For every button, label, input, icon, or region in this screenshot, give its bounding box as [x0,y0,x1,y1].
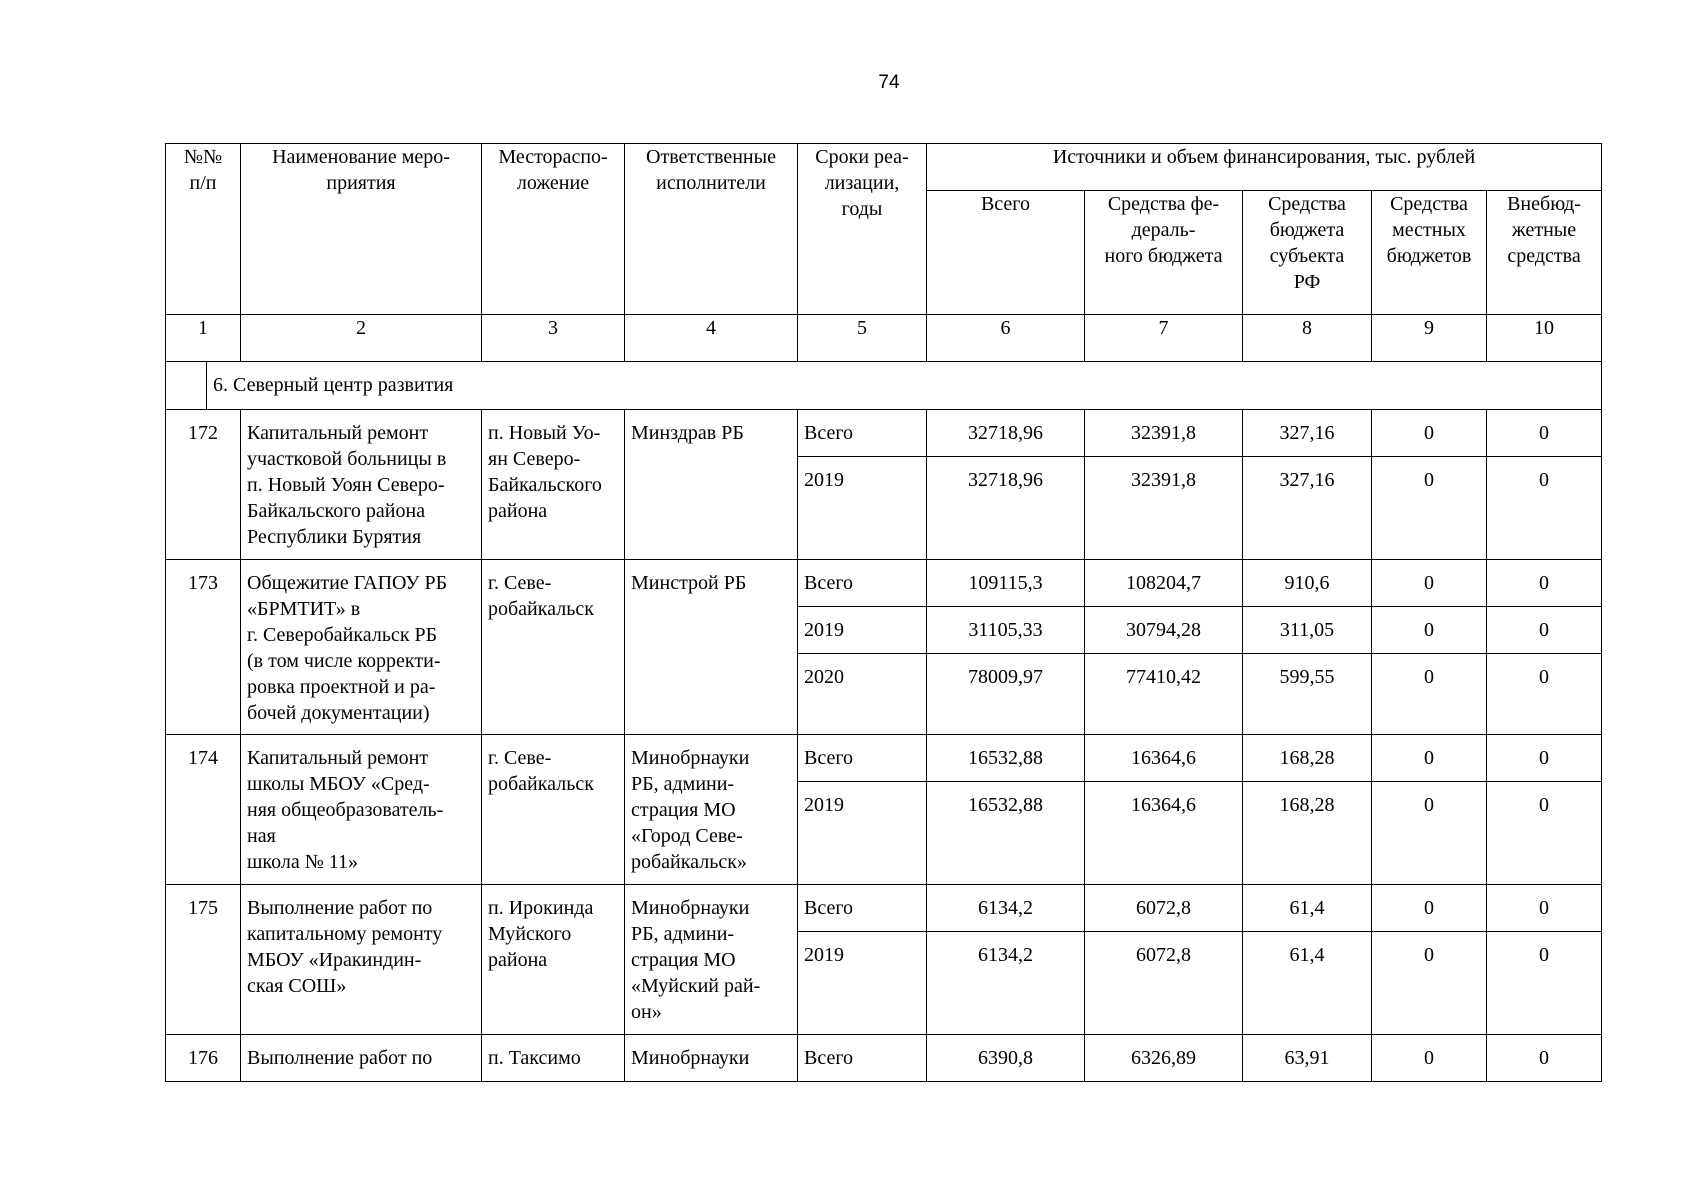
cell-line: Капитальный ремонт [247,422,429,444]
header-extra [1487,191,1602,315]
extra-cell: 0 [1487,932,1602,1035]
column-number: 2 [241,315,482,362]
subject-cell: 327,16 [1243,410,1372,457]
page-number: 74 [878,72,900,93]
extra-cell: 0 [1487,735,1602,782]
header-responsible [625,144,798,315]
subject-cell: 599,55 [1243,654,1372,735]
cell-line: Выполнение работ по [247,1047,433,1069]
cell-line: Минобрнауки [631,1047,750,1069]
row-number: 173 [166,560,241,735]
section-title: 6. Северный центр развития [213,374,454,396]
local-cell: 0 [1372,885,1487,932]
extra-cell: 0 [1487,885,1602,932]
cell-line: школы МБОУ «Сред- [247,773,430,795]
cell-line: школа № 11» [247,851,359,873]
cell-line: участковой больницы в [247,448,447,470]
cell-line: РБ, админи- [631,923,735,945]
header-name [241,144,482,315]
cell-line: РБ, админи- [631,773,735,795]
cell-line: Байкальского [488,474,602,496]
local-cell: 0 [1372,782,1487,885]
total-cell: 32718,96 [927,410,1085,457]
year-cell: Всего [798,1035,927,1082]
extra-cell: 0 [1487,560,1602,607]
cell-line: ян Северо- [488,448,581,470]
local-cell: 0 [1372,457,1487,560]
activity-name [241,1035,482,1082]
total-cell: 6134,2 [927,885,1085,932]
total-cell: 32718,96 [927,457,1085,560]
cell-line: бюджета [1269,219,1345,241]
cell-line: он» [631,1001,662,1023]
cell-line: приятия [326,172,396,194]
local-cell: 0 [1372,654,1487,735]
extra-cell: 0 [1487,782,1602,885]
local-cell: 0 [1372,560,1487,607]
activity-name [241,735,482,885]
cell-line: Минздрав РБ [631,422,744,444]
cell-line: п. Таксимо [488,1047,581,1069]
extra-cell: 0 [1487,457,1602,560]
row-number: 175 [166,885,241,1035]
cell-line: лизации, [824,172,900,194]
header-num [166,144,241,315]
cell-line: робайкальск» [631,851,747,873]
cell-line: средства [1507,245,1581,267]
cell-line: ровка проектной и ра- [247,676,436,698]
total-cell: 78009,97 [927,654,1085,735]
cell-line: п. Новый Уоян Северо- [247,474,445,496]
year-cell: Всего [798,885,927,932]
federal-cell: 6072,8 [1085,885,1243,932]
cell-line: робайкальск [488,598,594,620]
responsible [625,560,798,735]
cell-line: ская СОШ» [247,975,347,997]
subject-cell: 63,91 [1243,1035,1372,1082]
cell-line: Республики Бурятия [247,526,422,548]
year-cell: 2019 [798,782,927,885]
cell-line: п. Ирокинда [488,897,594,919]
subject-cell: 168,28 [1243,782,1372,885]
activity-name [241,885,482,1035]
responsible [625,410,798,560]
federal-cell: 108204,7 [1085,560,1243,607]
federal-cell: 77410,42 [1085,654,1243,735]
year-cell: 2019 [798,607,927,654]
subject-cell: 327,16 [1243,457,1372,560]
local-cell: 0 [1372,410,1487,457]
cell-line: исполнители [656,172,766,194]
year-cell: 2019 [798,932,927,1035]
table-row [166,885,1602,932]
cell-line: ного бюджета [1104,245,1223,267]
cell-line: «Город Севе- [631,825,743,847]
cell-line: годы [841,198,883,220]
column-number: 10 [1487,315,1602,362]
column-numbers-row [166,315,1602,362]
year-cell: Всего [798,410,927,457]
location [482,1035,625,1082]
column-number: 4 [625,315,798,362]
section-spacer [166,362,207,409]
cell-line: страция МО [631,949,736,971]
total-cell: 31105,33 [927,607,1085,654]
responsible [625,735,798,885]
local-cell: 0 [1372,932,1487,1035]
column-number: 1 [166,315,241,362]
year-cell: 2019 [798,457,927,560]
cell-line: г. Севе- [488,747,552,769]
cell-line: №№ [183,146,223,168]
header-terms [798,144,927,315]
header-federal [1085,191,1243,315]
table-row [166,410,1602,457]
cell-line: Байкальского района [247,500,426,522]
cell-line: г. Севе- [488,572,552,594]
cell-line: Средства [1268,193,1346,215]
column-number: 6 [927,315,1085,362]
cell-line: Общежитие ГАПОУ РБ [247,572,448,594]
federal-cell: 32391,8 [1085,457,1243,560]
cell-line: робайкальск [488,773,594,795]
cell-line: субъекта [1269,245,1345,267]
cell-line: района [488,500,548,522]
total-cell: 109115,3 [927,560,1085,607]
column-number: 5 [798,315,927,362]
local-cell: 0 [1372,1035,1487,1082]
extra-cell: 0 [1487,410,1602,457]
activity-name [241,410,482,560]
column-number: 9 [1372,315,1487,362]
row-number: 176 [166,1035,241,1082]
header-total: Всего [927,191,1085,315]
cell-line: Минобрнауки [631,747,750,769]
cell-line: жетные [1511,219,1577,241]
header-local [1372,191,1487,315]
cell-line: местных [1392,219,1466,241]
local-cell: 0 [1372,607,1487,654]
row-number: 174 [166,735,241,885]
section-row [166,362,1602,410]
extra-cell: 0 [1487,654,1602,735]
cell-line: п. Новый Уо- [488,422,601,444]
cell-line: района [488,949,548,971]
extra-cell: 0 [1487,1035,1602,1082]
total-cell: 6134,2 [927,932,1085,1035]
subject-cell: 61,4 [1243,932,1372,1035]
activity-name [241,560,482,735]
cell-line: Капитальный ремонт [247,747,429,769]
federal-cell: 6326,89 [1085,1035,1243,1082]
column-number: 8 [1243,315,1372,362]
header-subject [1243,191,1372,315]
column-number: 7 [1085,315,1243,362]
cell-line: капитальному ремонту [247,923,443,945]
cell-line: «Муйский рай- [631,975,761,997]
subject-cell: 910,6 [1243,560,1372,607]
subject-cell: 61,4 [1243,885,1372,932]
subject-cell: 168,28 [1243,735,1372,782]
responsible [625,885,798,1035]
cell-line: РФ [1293,271,1321,293]
location [482,560,625,735]
cell-line: (в том числе корректи- [247,650,441,672]
table-row [166,560,1602,607]
table-row [166,1035,1602,1082]
cell-line: бочей документации) [247,702,430,724]
federal-cell: 6072,8 [1085,932,1243,1035]
table-row [166,735,1602,782]
cell-line: Внебюд- [1507,193,1581,215]
cell-line: «БРМТИТ» в [247,598,361,620]
cell-line: Средства фе- [1107,193,1220,215]
cell-line: ная [247,825,276,847]
cell-line: ложение [516,172,590,194]
federal-cell: 16364,6 [1085,782,1243,885]
total-cell: 6390,8 [927,1035,1085,1082]
location [482,735,625,885]
cell-line: Минобрнауки [631,897,750,919]
federal-cell: 30794,28 [1085,607,1243,654]
cell-line: г. Северобайкальск РБ [247,624,438,646]
year-cell: Всего [798,560,927,607]
cell-line: МБОУ «Иракиндин- [247,949,422,971]
header-sources: Источники и объем финансирования, тыс. рублей [927,144,1602,191]
cell-line: Средства [1390,193,1468,215]
cell-line: дераль- [1131,219,1196,241]
responsible [625,1035,798,1082]
location [482,885,625,1035]
cell-line: бюджетов [1386,245,1472,267]
year-cell: Всего [798,735,927,782]
location [482,410,625,560]
total-cell: 16532,88 [927,735,1085,782]
cell-line: Муйского [488,923,572,945]
year-cell: 2020 [798,654,927,735]
local-cell: 0 [1372,735,1487,782]
cell-line: Ответственные [646,146,776,168]
federal-cell: 32391,8 [1085,410,1243,457]
cell-line: Минстрой РБ [631,572,747,594]
cell-line: Местораспо- [498,146,608,168]
row-number: 172 [166,410,241,560]
subject-cell: 311,05 [1243,607,1372,654]
cell-line: няя общеобразователь- [247,799,444,821]
total-cell: 16532,88 [927,782,1085,885]
header-location [482,144,625,315]
cell-line: Выполнение работ по [247,897,433,919]
cell-line: страция МО [631,799,736,821]
federal-cell: 16364,6 [1085,735,1243,782]
cell-line: Сроки реа- [815,146,909,168]
financing-table [165,143,1602,1082]
cell-line: п/п [189,172,217,194]
column-number: 3 [482,315,625,362]
cell-line: Наименование меро- [272,146,450,168]
extra-cell: 0 [1487,607,1602,654]
